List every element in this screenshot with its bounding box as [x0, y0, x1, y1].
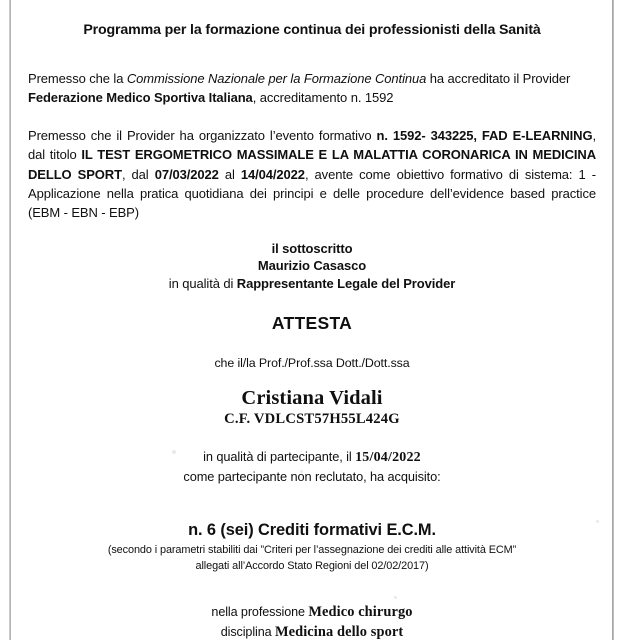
event-end-date: 14/04/2022: [240, 166, 305, 182]
page-title: Programma per la formazione continua dei professionisti della Sanità: [83, 22, 541, 38]
discipline-label: disciplina: [220, 624, 275, 639]
premise-paragraph-1: [28, 69, 596, 108]
recipient-name: Cristiana Vidali: [241, 387, 383, 410]
signatory-role-line: [28, 275, 596, 293]
profession-line: [28, 602, 596, 622]
premise2-mid-2: , dal: [121, 166, 155, 182]
participation-date: 15/04/2022: [355, 450, 421, 466]
accreditation-number: , accreditamento n. 1592: [252, 90, 394, 106]
certificate-content: [28, 0, 596, 640]
signatory-role: Rappresentante Legale del Provider: [236, 275, 456, 291]
premise2-mid-1: , dal titolo: [28, 127, 596, 163]
recipient-fiscal-code: C.F. VDLCST57H55L424G: [224, 411, 400, 428]
credits-amount: n. 6 (sei) Crediti formativi E.C.M.: [188, 521, 436, 540]
premise2-tail: , avente come obiettivo formativo di sistema: 1 - Applicazione nella pratica quotidiana dei principi e delle procedure dell’evidence based practice (EBM - EBN - EBP): [28, 166, 596, 221]
provider-name: Federazione Medico Sportiva Italiana: [28, 90, 253, 106]
credits-note-line-1: (secondo i parametri stabiliti dai ”Criteri per l’assegnazione dei crediti alle attività ECM”: [107, 544, 517, 557]
profession-label: nella professione: [211, 604, 309, 619]
commission-name: Commissione Nazionale per la Formazione Continua: [126, 71, 427, 87]
attesta-heading: ATTESTA: [271, 313, 353, 334]
participation-block: [28, 448, 596, 486]
participation-prefix: in qualità di partecipante, il: [203, 449, 356, 465]
participation-status: come partecipante non reclutato, ha acquisito:: [183, 468, 441, 484]
discipline-value: Medicina dello sport: [274, 623, 404, 640]
discipline-line: [28, 622, 596, 640]
premise-paragraph-2: [28, 126, 596, 223]
event-start-date: 07/03/2022: [154, 166, 219, 182]
signatory-block: [28, 240, 596, 293]
signatory-role-prefix: in qualità di: [168, 275, 237, 291]
signatory-intro: il sottoscritto: [271, 240, 353, 256]
certificate-sheet: [11, 0, 612, 640]
event-title: IL TEST ERGOMETRICO MASSIMALE E LA MALATTIA CORONARICA IN MEDICINA DELLO SPORT: [28, 147, 596, 182]
signatory-name: Maurizio Casasco: [257, 258, 367, 274]
recipient-salutation: che il/la Prof./Prof.ssa Dott./Dott.ssa: [214, 356, 410, 371]
premise2-lead: Premesso che il Provider ha organizzato l’evento formativo: [28, 127, 377, 143]
premise1-mid: ha accreditato il Provider: [426, 71, 571, 87]
credits-note: [28, 543, 596, 574]
event-code: n. 1592- 343225, FAD E-LEARNING: [376, 127, 593, 143]
premise1-lead: Premesso che la: [28, 71, 127, 87]
profession-block: [28, 602, 596, 640]
participation-date-line: [28, 448, 596, 468]
credits-note-line-2: allegati all’Accordo Stato Regioni del 02/02/2017): [195, 559, 429, 572]
profession-value: Medico chirurgo: [308, 603, 413, 620]
premise2-mid-3: al: [218, 166, 241, 182]
page-right-border: [612, 0, 614, 640]
